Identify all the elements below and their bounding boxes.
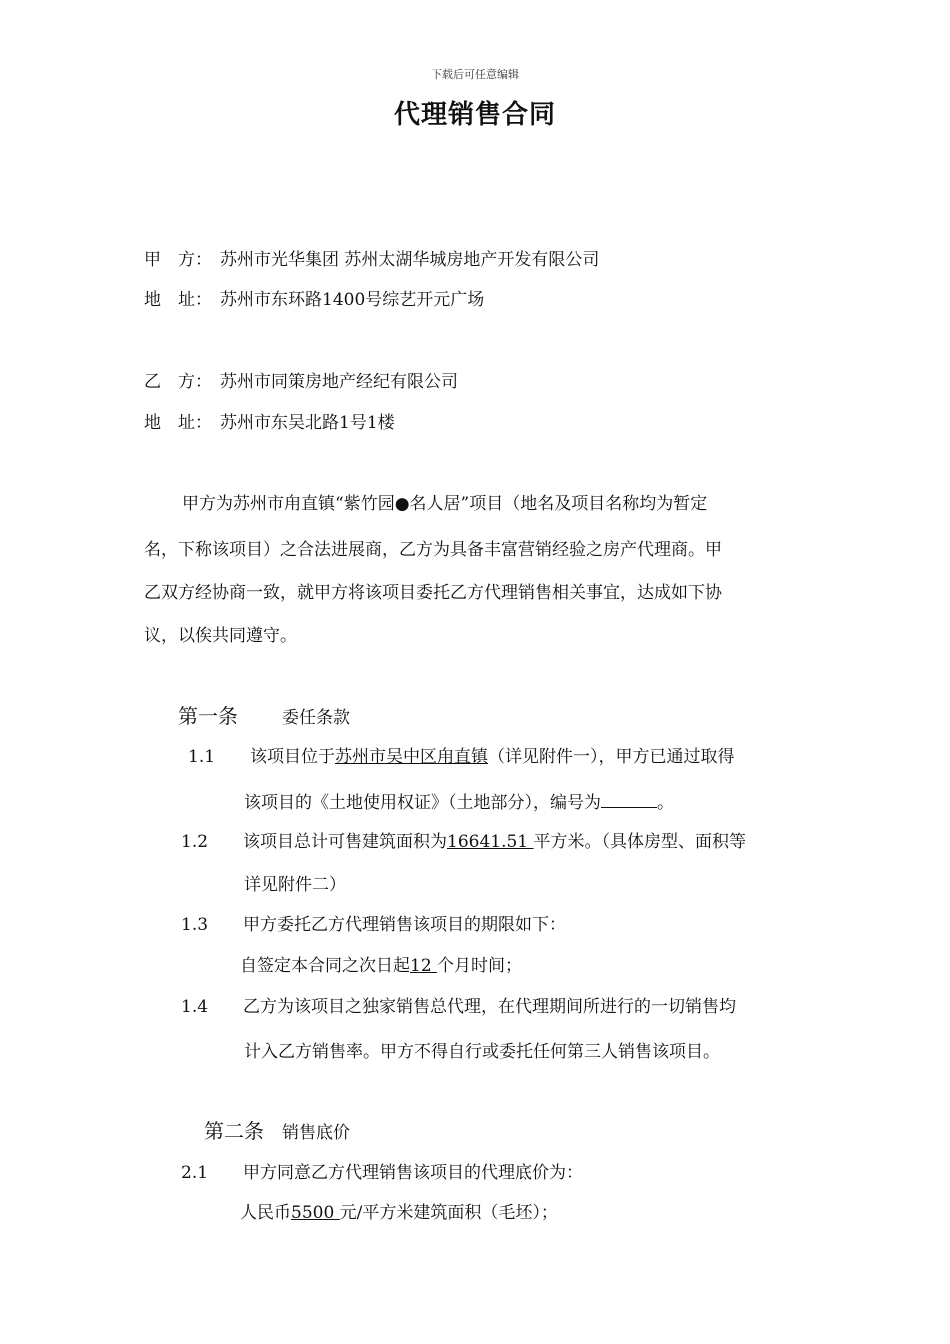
article-2-title: 销售底价 bbox=[282, 1123, 350, 1143]
party-a-address-label: 地 址： bbox=[144, 290, 212, 310]
clause-text: 个月时间； bbox=[437, 956, 523, 976]
clause-text: （详见附件一），甲方已通过取得 bbox=[488, 747, 735, 767]
intro-line: 乙双方经协商一致，就甲方将该项目委托乙方代理销售相关事宜，达成如下协 bbox=[144, 583, 722, 603]
clause-2-1-line2 bbox=[240, 1202, 558, 1224]
clause-1-4 bbox=[181, 996, 736, 1018]
clause-number: 1.3 bbox=[181, 915, 209, 935]
party-a-label: 甲 方： bbox=[144, 250, 212, 270]
location-value: 苏州市吴中区甪直镇 bbox=[335, 747, 488, 767]
clause-text: 。 bbox=[657, 793, 674, 813]
party-b-label: 乙 方： bbox=[144, 372, 212, 392]
party-a-address-line bbox=[144, 289, 484, 311]
article-1-title: 委任条款 bbox=[282, 708, 350, 728]
clause-text: 平方米。（具体房型、面积等 bbox=[533, 832, 747, 852]
intro-line: 议，以俟共同遵守。 bbox=[144, 626, 297, 646]
intro-line: 甲方为苏州市甪直镇“紫竹园●名人居”项目（地名及项目名称均为暂定 bbox=[182, 494, 708, 514]
blank-field bbox=[601, 791, 657, 808]
party-b-address-value: 苏州市东吴北路1号1楼 bbox=[220, 413, 395, 433]
term-months-value: 12 bbox=[410, 956, 438, 976]
party-b-address-line bbox=[144, 412, 395, 434]
document-title: 代理销售合同 bbox=[393, 100, 556, 130]
price-value: 5500 bbox=[291, 1203, 340, 1223]
party-a-address-value: 苏州市东环路1400号综艺开元广场 bbox=[220, 290, 485, 310]
clause-text: 人民币 bbox=[240, 1203, 291, 1223]
article-2-number: 第二条 bbox=[204, 1119, 264, 1143]
intro-line: 名，下称该项目）之合法进展商，乙方为具备丰富营销经验之房产代理商。甲 bbox=[144, 540, 722, 560]
clause-1-3-line2 bbox=[240, 955, 522, 977]
party-b-address-label: 地 址： bbox=[144, 413, 212, 433]
clause-1-1 bbox=[188, 746, 735, 768]
clause-1-4-line2: 计入乙方销售率。甲方不得自行或委托任何第三人销售该项目。 bbox=[244, 1042, 720, 1062]
party-b-value: 苏州市同策房地产经纪有限公司 bbox=[220, 372, 458, 392]
article-1-number: 第一条 bbox=[178, 704, 238, 728]
clause-number: 2.1 bbox=[181, 1163, 209, 1183]
party-a-line bbox=[144, 249, 599, 271]
clause-1-2-line2: 详见附件二） bbox=[244, 875, 346, 895]
clause-text: 该项目总计可售建筑面积为 bbox=[243, 832, 447, 852]
clause-1-1-line2 bbox=[244, 791, 674, 814]
party-a-value: 苏州市光华集团 苏州太湖华城房地产开发有限公司 bbox=[220, 250, 600, 270]
header-note: 下载后可任意编辑 bbox=[431, 68, 519, 81]
clause-2-1 bbox=[181, 1162, 583, 1184]
clause-text: 乙方为该项目之独家销售总代理，在代理期间所进行的一切销售均 bbox=[243, 997, 736, 1017]
clause-text: 该项目的《土地使用权证》（土地部分），编号为 bbox=[244, 793, 601, 813]
party-b-line bbox=[144, 371, 458, 393]
clause-number: 1.2 bbox=[181, 832, 209, 852]
article-1-heading bbox=[178, 703, 350, 731]
clause-text: 该项目位于 bbox=[250, 747, 335, 767]
clause-1-2 bbox=[181, 831, 746, 853]
clause-text: 甲方同意乙方代理销售该项目的代理底价为： bbox=[243, 1163, 583, 1183]
clause-number: 1.4 bbox=[181, 997, 209, 1017]
clause-text: 自签定本合同之次日起 bbox=[240, 956, 410, 976]
clause-number: 1.1 bbox=[188, 747, 216, 767]
clause-text: 元/平方米建筑面积（毛坯）； bbox=[339, 1203, 558, 1223]
clause-text: 甲方委托乙方代理销售该项目的期限如下： bbox=[243, 915, 566, 935]
article-2-heading bbox=[204, 1118, 350, 1146]
clause-1-3 bbox=[181, 914, 566, 936]
area-value: 16641.51 bbox=[447, 832, 534, 852]
